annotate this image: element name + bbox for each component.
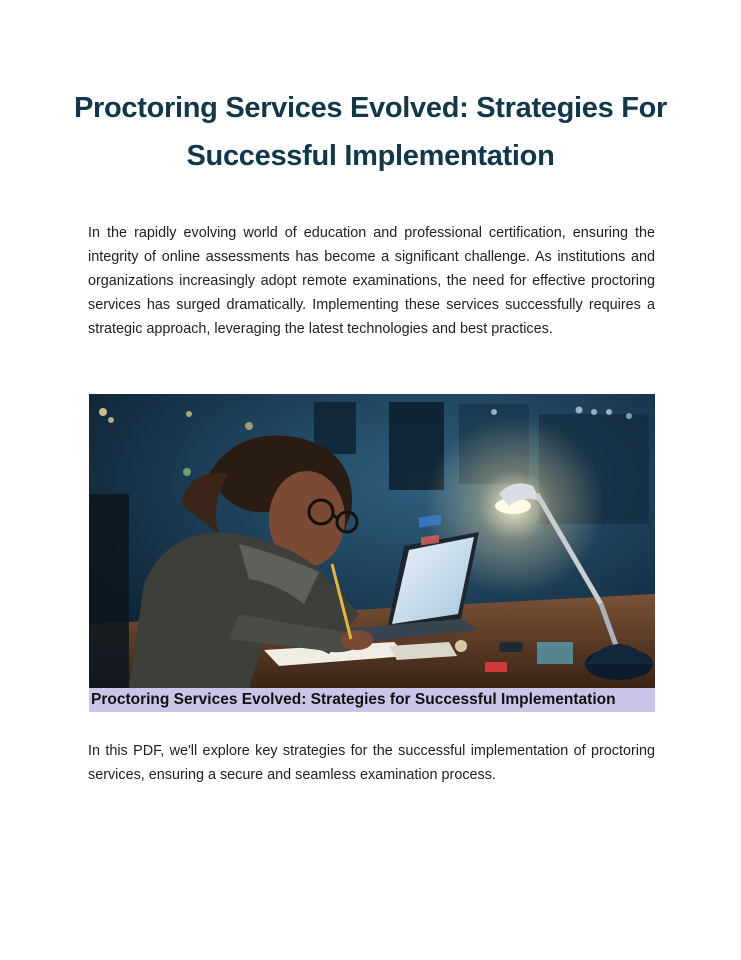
hero-image [89,394,655,688]
page-title: Proctoring Services Evolved: Strategies For Successful Implementation [73,92,668,172]
intro-paragraph: In the rapidly evolving world of education and professional certification, ensuring the integrity of online assessments has become a significant challenge. As institutions and organizations increasingly adopt remote examinations, the need for effective proctoring services has surged dramatically. Implementing these services successfully requires a strategic approach, leveraging the latest technologies and best practices. [88,225,655,337]
closing-paragraph: In this PDF, we'll explore key strategies for the successful implementation of proctoring services, ensuring a secure and seamless examination process. [88,743,655,783]
student-studying-illustration [89,394,655,688]
image-caption: Proctoring Services Evolved: Strategies for Successful Implementation [89,688,655,712]
